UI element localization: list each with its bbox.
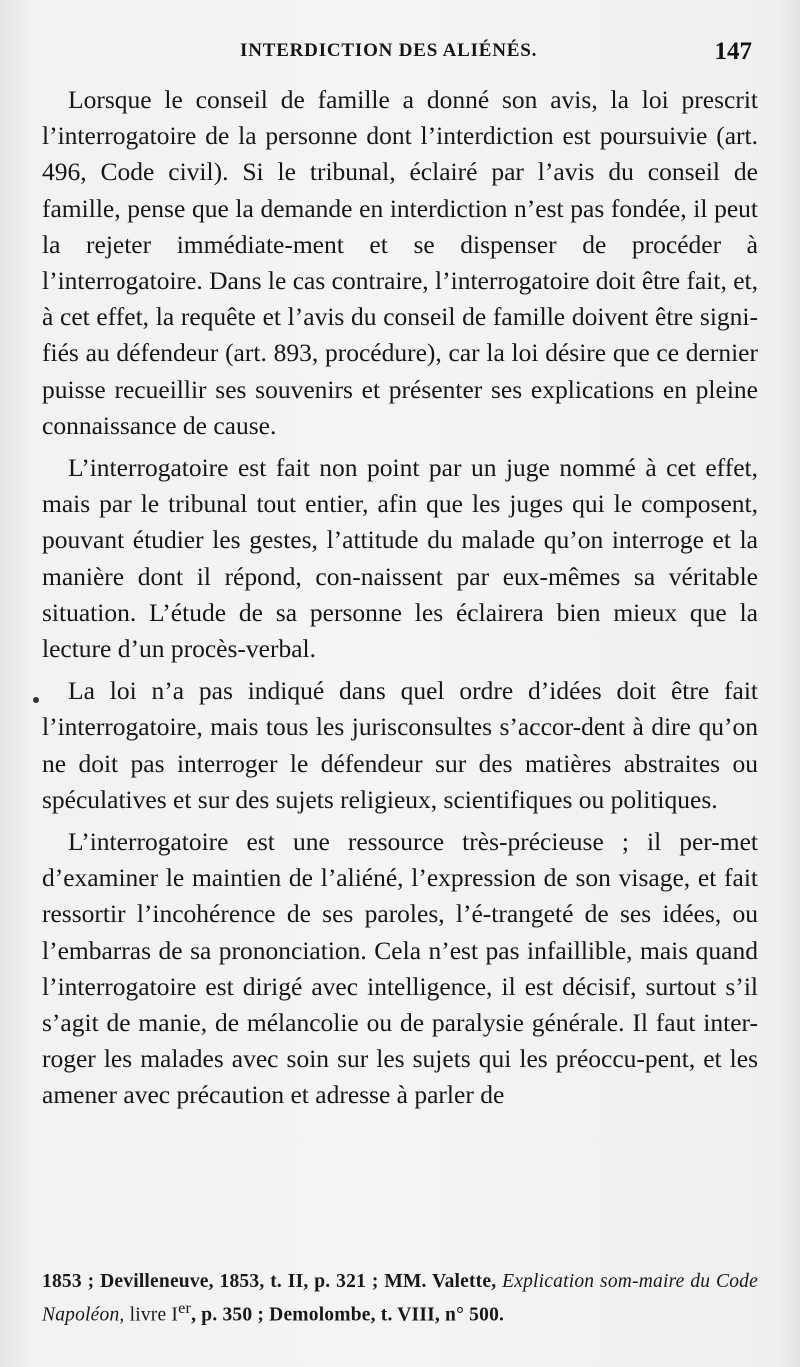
paragraph-1: Lorsque le conseil de famille a donné son avis, la loi prescrit l’interrogatoire de la personne dont l’interdiction est poursuivie (art. 496, Code civil). Si le tribunal, éclairé par l’avis du conseil de famille, pense que la demande en interdiction n’est pas fondée, il peut la rejeter immédiate-ment et se dispenser de procéder à l’interrogatoire. Dans le cas contraire, l’interrogatoire doit être fait, et, à cet effet, la requête et l’avis du conseil de famille doivent être signi-fiés au défendeur (art. 893, procédure), car la loi désire que ce dernier puisse recueillir ses souvenirs et présenter ses explications en pleine connaissance de cause. bbox=[42, 85, 758, 440]
footnote-title-italic: Explication som-maire du Code Napoléon, bbox=[42, 1271, 758, 1326]
ink-speck bbox=[33, 697, 39, 703]
footnote-superscript: er bbox=[178, 1299, 192, 1317]
paragraph-3: La loi n’a pas indiqué dans quel ordre d’idées doit être fait l’interrogatoire, mais tous les jurisconsultes s’accor-dent à dire qu’on ne doit pas interroger le défendeur sur des matières abstraites ou spéculatives et sur des sujets religieux, scientifiques ou politiques. bbox=[42, 676, 758, 814]
body-text bbox=[42, 82, 758, 1120]
footnote-citation-livre: livre I bbox=[124, 1304, 179, 1326]
paragraph-2: L’interrogatoire est fait non point par un juge nommé à cet effet, mais par le tribunal tout entier, afin que les juges qui le composent, pouvant étudier les gestes, l’attitude du malade qu’on interroge et la manière dont il répond, con-naissent par eux-mêmes sa véritable situation. L’étude de sa personne les éclairera bien mieux que la lecture d’un procès-verbal. bbox=[42, 453, 758, 664]
running-head: INTERDICTION DES ALIÉNÉS. bbox=[240, 40, 538, 61]
paragraph-4: L’interrogatoire est une ressource très-précieuse ; il per-met d’examiner le maintien de l’aliéné, l’expression de son visage, et fait ressortir l’incohérence de ses paroles, l’é-trangeté de ses idées, ou l’embarras de sa prononciation. Cela n’est pas infaillible, mais quand l’interrogatoire est dirigé avec intelligence, il est décisif, surtout s’il s’agit de manie, de mélancolie ou de paralysie générale. Il faut inter-roger les malades avec soin sur les sujets qui les préoccu-pent, et les amener avec précaution et adresse à parler de bbox=[42, 827, 758, 1110]
footnote bbox=[42, 1268, 758, 1329]
footnote-citation-end: , p. 350 ; Demolombe, t. VIII, n° 500. bbox=[191, 1304, 505, 1326]
page-number: 147 bbox=[714, 38, 752, 65]
page-header bbox=[0, 38, 800, 72]
footnote-citation-start: 1853 ; Devilleneuve, 1853, t. II, p. 321 ; MM. Valette, bbox=[42, 1271, 503, 1292]
